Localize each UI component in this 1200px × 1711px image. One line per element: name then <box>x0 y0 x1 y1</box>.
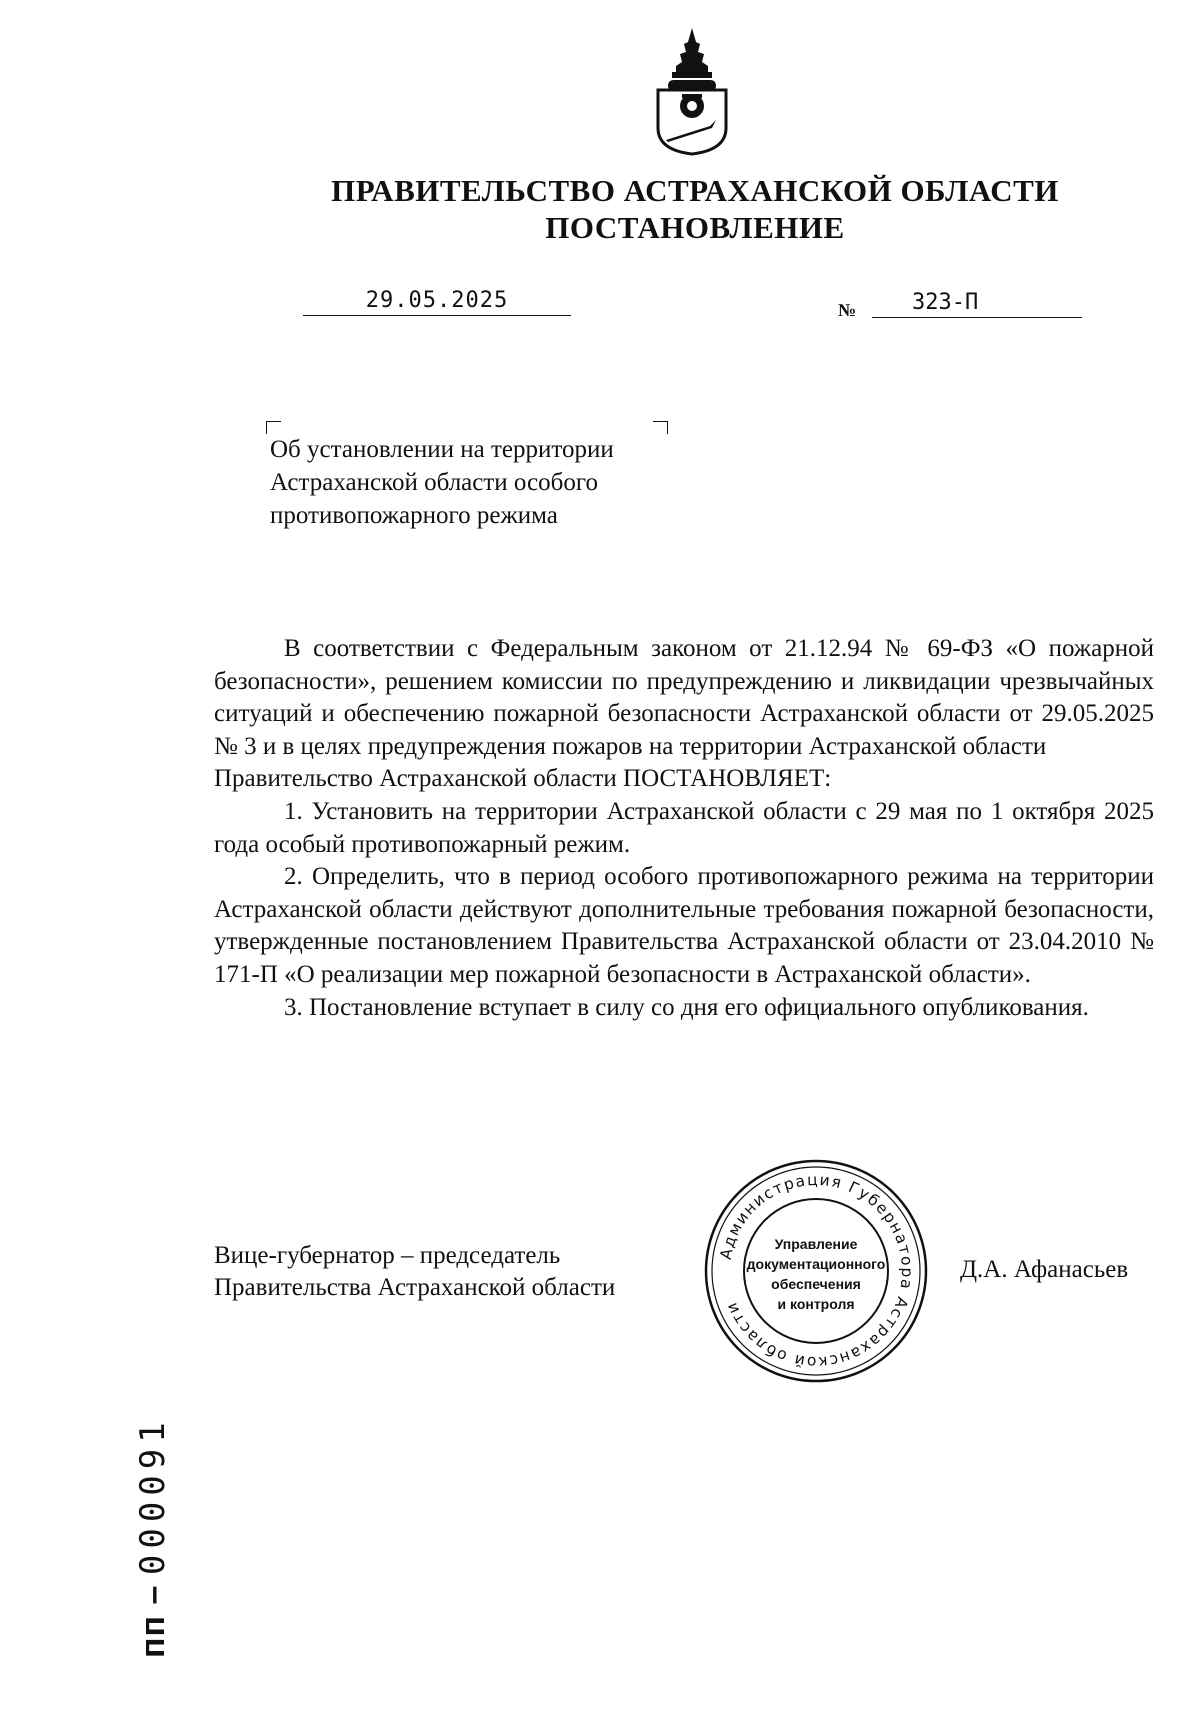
signatory-name: Д.А. Афанасьев <box>960 1256 1129 1283</box>
stamp-ring-text: Администрация Губернатора Астраханской области <box>716 1170 917 1372</box>
stamp-center-line: документационного <box>746 1256 886 1272</box>
resolves-line: Правительство Астраханской области ПОСТАНОВЛЯЕТ: <box>214 765 832 793</box>
coat-of-arms-emblem <box>652 28 732 156</box>
preamble-paragraph: В соответствии с Федеральным законом от 21.12.94 № 69-ФЗ «О пожарной безопасности», решением комиссии по предупреждению и ликвидации чрезвычайных ситуаций и обеспечению пожарной безопасности Астраханской области от 29.05.2025 № 3 и в целях предупреждения пожаров на территории Астраханской области <box>214 635 1154 760</box>
signatory-title-line: Правительства Астраханской области <box>214 1274 616 1301</box>
margin-code-number: 000091 <box>133 1416 173 1576</box>
item-paragraph: 1. Установить на территории Астраханской области с 29 мая по 1 октября 2025 года особый противопожарный режим. <box>214 797 1154 858</box>
item-paragraph: 2. Определить, что в период особого противопожарного режима на территории Астраханской области действуют дополнительные требования пожарной безопасности, утвержденные постановлением Правительства Астраханской области от 23.04.2010 № 171-П «О реализации мер пожарной безопасности в Астраханской области». <box>214 863 1154 988</box>
document-body <box>214 633 1154 1024</box>
margin-code-prefix: пп – <box>134 1584 172 1658</box>
signatory-title <box>214 1240 714 1304</box>
document-type: ПОСТАНОВЛЕНИЕ <box>545 210 845 245</box>
signatory-title-line: Вице-губернатор – председатель <box>214 1242 561 1269</box>
subject-line: Астраханской области особого <box>270 469 598 496</box>
subject-line: Об установлении на территории <box>270 436 614 463</box>
organization-name: ПРАВИТЕЛЬСТВО АСТРАХАНСКОЙ ОБЛАСТИ <box>331 173 1059 208</box>
document-date: 29.05.2025 <box>303 288 571 316</box>
document-number: 323-П <box>872 290 1082 318</box>
document-subject <box>270 433 670 532</box>
number-label: № <box>838 300 857 320</box>
stamp-center-line: Управление <box>774 1236 858 1252</box>
margin-registration-code <box>133 1328 177 1658</box>
official-stamp <box>702 1157 930 1385</box>
stamp-center-line: обеспечения <box>771 1276 861 1292</box>
subject-line: противопожарного режима <box>270 502 558 529</box>
stamp-center-line: и контроля <box>777 1296 855 1312</box>
item-paragraph: 3. Постановление вступает в силу со дня его официального опубликования. <box>284 993 1089 1021</box>
